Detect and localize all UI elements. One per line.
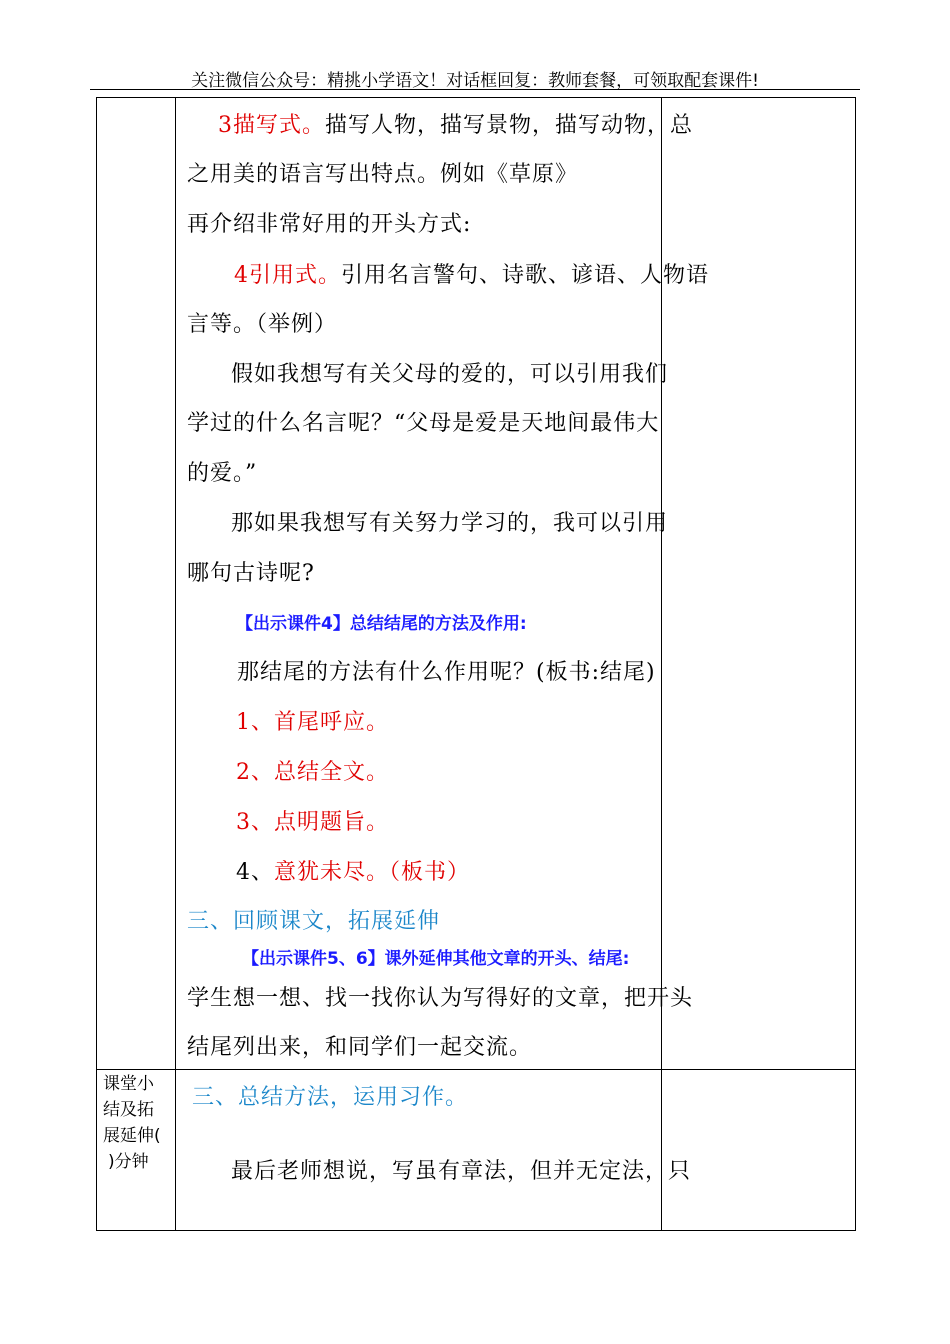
row-divider: [97, 1069, 855, 1070]
ending-item-1: 1、首尾呼应。: [236, 710, 389, 735]
intro-line: 再介绍非常好用的开头方式:: [187, 212, 472, 237]
question1-line1: 假如我想写有关父母的爱的，可以引用我们: [231, 362, 669, 387]
column-divider-1: [175, 98, 176, 1230]
quote-paragraph-line2: 言等。（举例）: [187, 312, 338, 337]
student-activity-line2: 结尾列出来，和同学们一起交流。: [187, 1035, 533, 1060]
row-label-line4: )分钟: [108, 1152, 149, 1172]
ending-item-4-text: 意犹未尽。（板书）: [274, 860, 471, 885]
describe-paragraph-line1: [218, 112, 693, 140]
describe-paragraph-line2: 之用美的语言写出特点。例如《草原》: [187, 162, 579, 187]
quote-paragraph-line1: [234, 262, 709, 290]
ending-item-2: 2、总结全文。: [236, 760, 389, 785]
row-label-line3: 展延伸(: [103, 1126, 161, 1146]
page-header: 关注微信公众号：精挑小学语文！对话框回复：教师套餐，可领取配套课件!: [191, 71, 759, 91]
ending-question: 那结尾的方法有什么作用呢？(板书:结尾): [237, 660, 656, 685]
question1-line3: 的爱。”: [187, 461, 258, 486]
student-activity-line1: 学生想一想、找一找你认为写得好的文章，把开头: [187, 986, 694, 1011]
header-divider: [90, 89, 860, 90]
slide4-note: 【出示课件4】总结结尾的方法及作用:: [236, 614, 527, 634]
section3-heading: 三、回顾课文，拓展延伸: [187, 909, 441, 934]
question2-line2: 哪句古诗呢?: [187, 561, 315, 586]
row-label-line2: 结及拓: [103, 1100, 154, 1120]
describe-text: 描写人物，描写景物，描写动物，总: [325, 113, 694, 138]
question2-line1: 那如果我想写有关努力学习的，我可以引用: [231, 511, 669, 536]
ending-item-4-number: 4、: [236, 860, 274, 885]
summary-heading: 三、总结方法，运用习作。: [192, 1085, 469, 1110]
slide56-note: 【出示课件5、6】课外延伸其他文章的开头、结尾:: [242, 949, 630, 969]
quote-text: 引用名言警句、诗歌、谚语、人物语: [341, 263, 710, 288]
ending-item-4: [236, 859, 470, 887]
ending-item-3: 3、点明题旨。: [236, 810, 389, 835]
quote-label: 4引用式。: [234, 263, 341, 288]
summary-text: 最后老师想说，写虽有章法，但并无定法，只: [231, 1159, 692, 1184]
row-label-line1: 课堂小: [103, 1074, 154, 1094]
question1-line2: 学过的什么名言呢？“父母是爱是天地间最伟大: [187, 411, 660, 436]
describe-label: 3描写式。: [218, 113, 325, 138]
